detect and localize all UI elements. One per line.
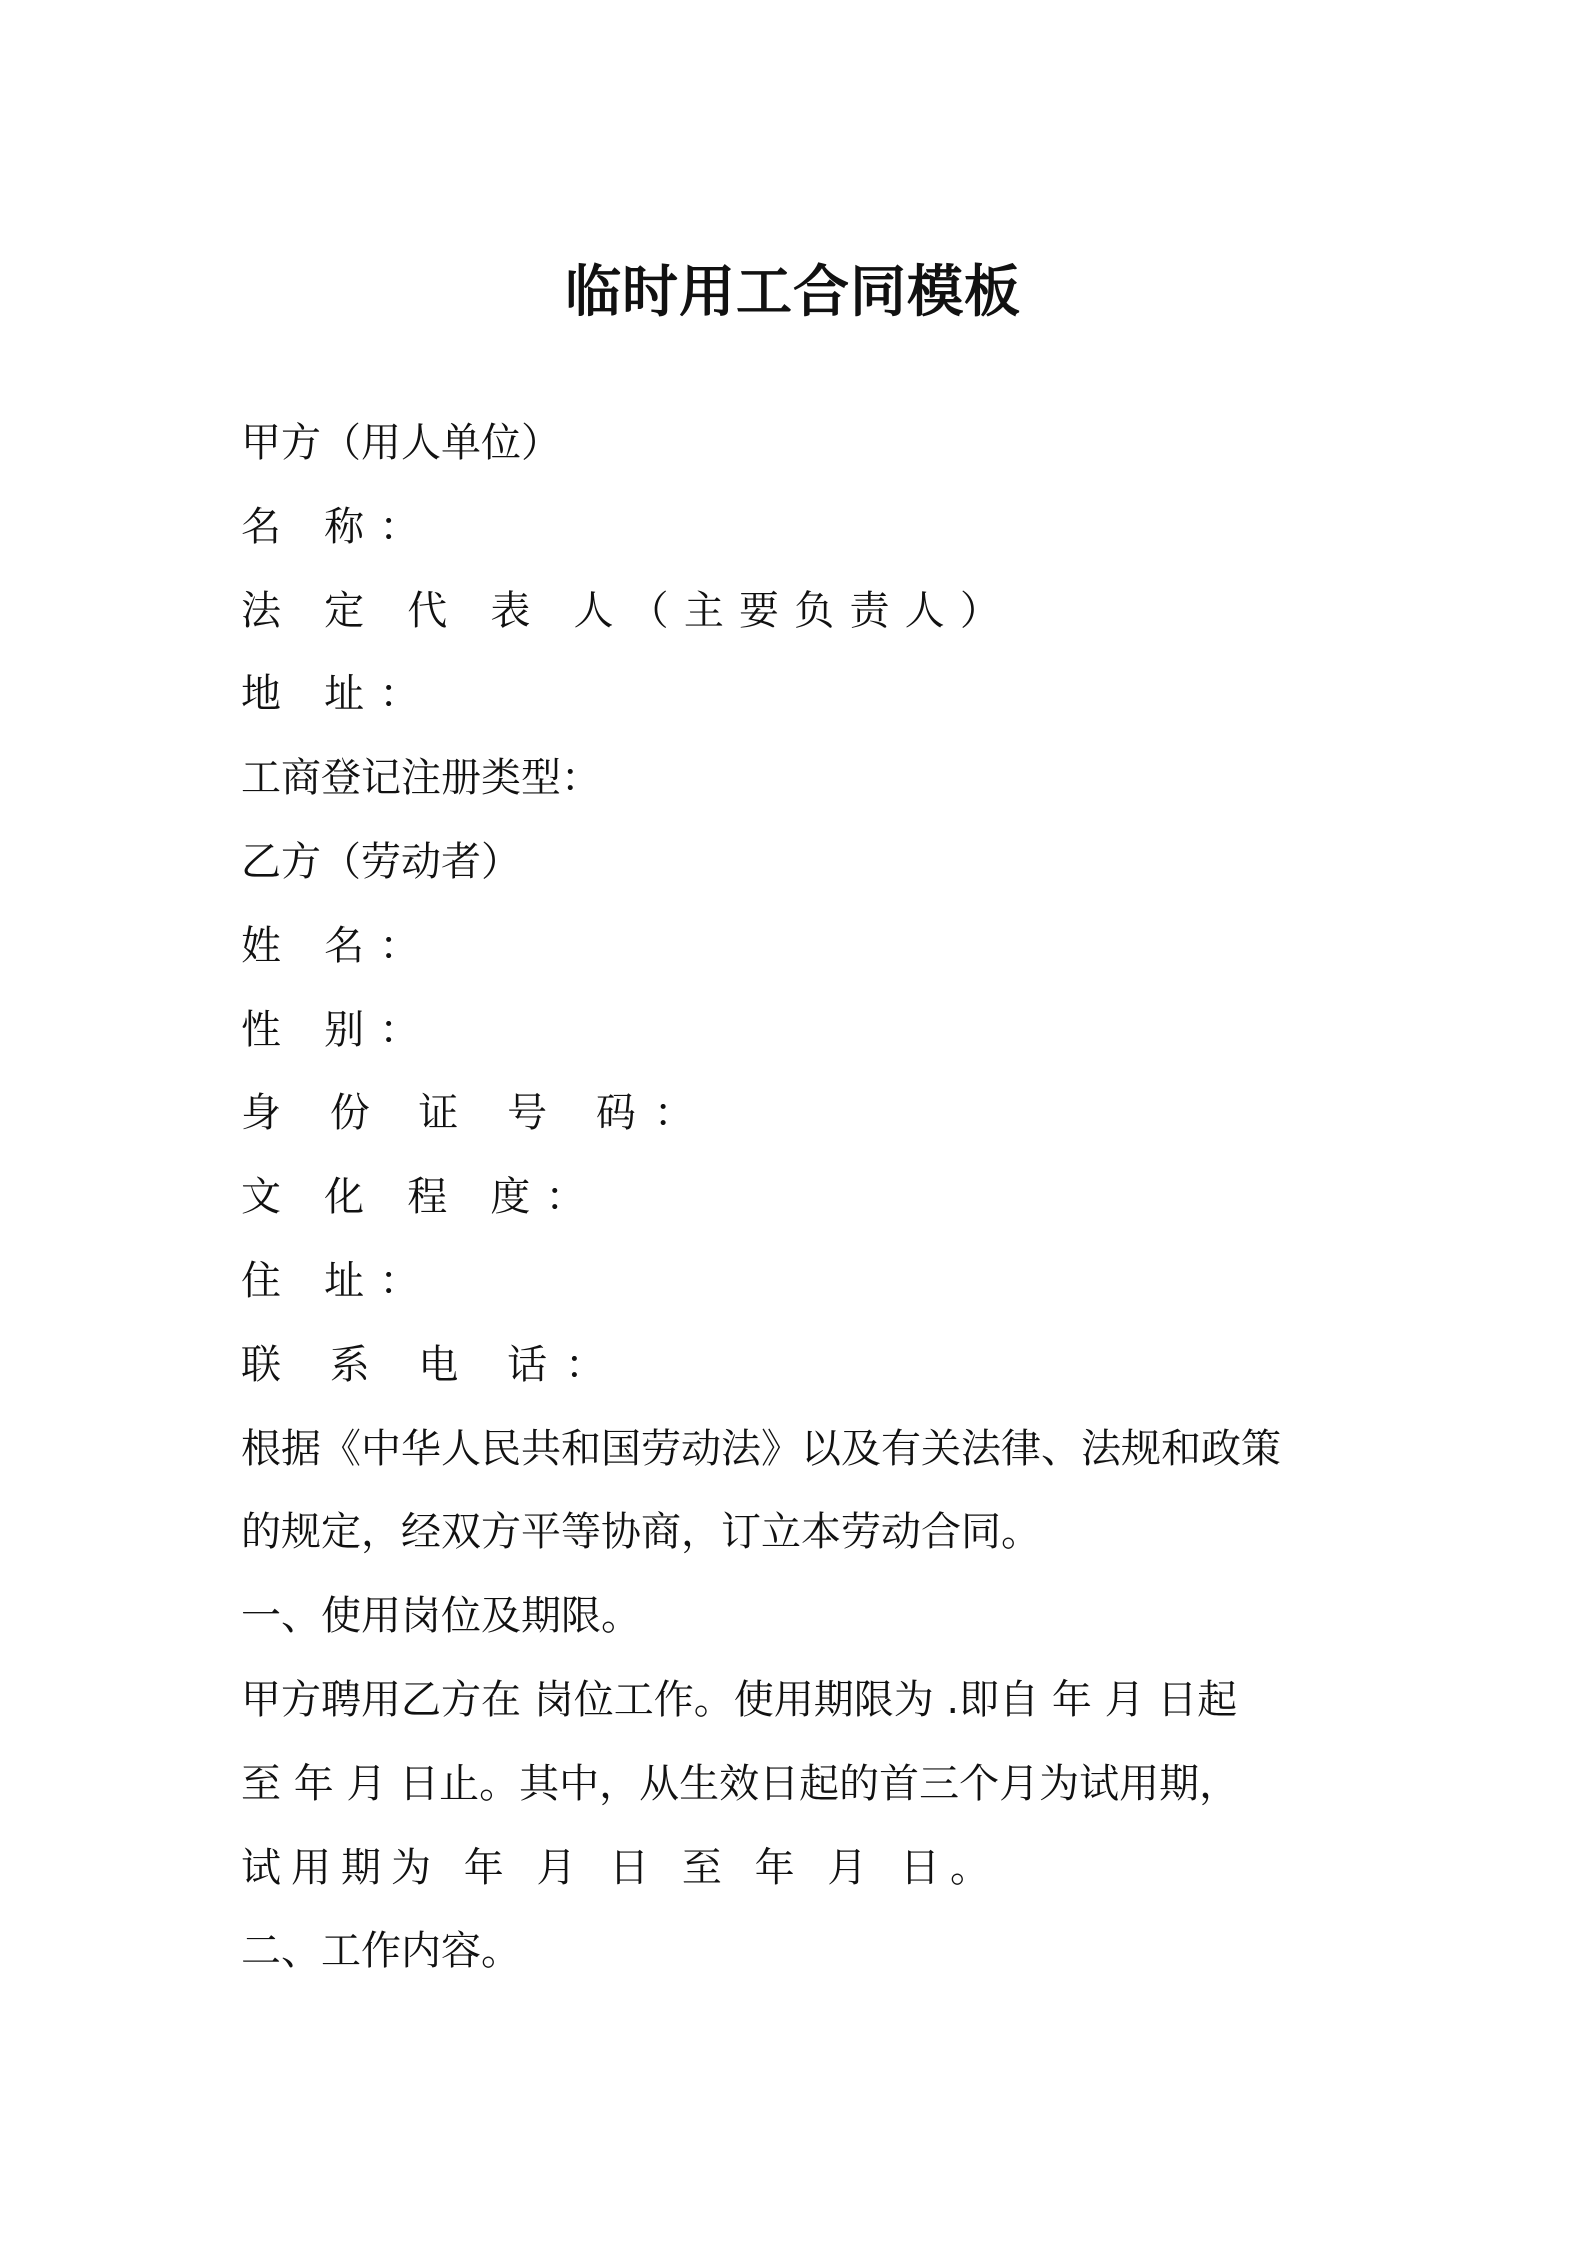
preamble-line-1: 根据《中华人民共和国劳动法》以及有关法律、法规和政策 bbox=[241, 1425, 1281, 1472]
party-b-heading: 乙方（劳动者） bbox=[241, 838, 521, 885]
preamble-line-2: 的规定，经双方平等协商，订立本劳动合同。 bbox=[241, 1509, 1041, 1556]
party-b-name-field: 姓 名： bbox=[241, 922, 435, 969]
party-a-heading: 甲方（用人单位） bbox=[241, 420, 561, 466]
section-2-heading: 二、工作内容。 bbox=[241, 1928, 521, 1975]
party-b-education-field: 文 化 程 度： bbox=[241, 1174, 601, 1221]
section-1-heading: 一、使用岗位及期限。 bbox=[241, 1593, 641, 1640]
business-registration-type-field: 工商登记注册类型： bbox=[241, 755, 601, 802]
party-b-phone-field: 联 系 电 话： bbox=[241, 1341, 624, 1388]
section-1-line-2: 至 年 月 日止。其中，从生效日起的首三个月为试用期， bbox=[241, 1760, 1240, 1807]
party-a-name-field: 名 称： bbox=[241, 503, 435, 550]
party-b-gender-field: 性 别： bbox=[241, 1006, 435, 1053]
party-a-address-field: 地 址： bbox=[241, 671, 435, 718]
section-1-line-3: 试用期为 年 月 日 至 年 月 日。 bbox=[241, 1844, 1001, 1891]
document-title: 临时用工合同模板 bbox=[565, 260, 1021, 325]
section-1-line-1: 甲方聘用乙方在 岗位工作。使用期限为 .即自 年 月 日起 bbox=[241, 1676, 1238, 1723]
party-a-legal-representative-field: 法 定 代 表 人（主要负责人） bbox=[241, 587, 1016, 634]
party-b-residence-field: 住 址： bbox=[241, 1257, 435, 1304]
document-body bbox=[241, 402, 1361, 1994]
party-b-id-number-field: 身 份 证 号 码： bbox=[241, 1090, 712, 1137]
